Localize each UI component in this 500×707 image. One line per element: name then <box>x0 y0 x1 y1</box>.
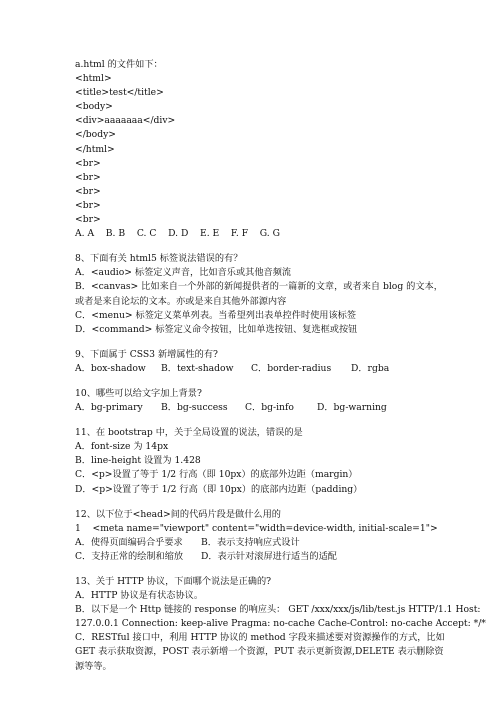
q13-question: 13、关于 HTTP 协议，下面哪个说法是正确的? <box>75 576 272 587</box>
q9-question: 9、下面属于 CSS3 新增属性的有? <box>75 348 218 360</box>
q10-option-d: D．bg-warning <box>317 402 387 414</box>
q12-option-a: A．使得页面编码合乎要求 <box>75 536 183 548</box>
q12-options-row1 <box>75 536 475 550</box>
q11-option-c: C．<p>设置了等于 1/2 行高（即 10px）的底部外边距（margin） <box>75 469 358 481</box>
q13-option-a: A．HTTP 协议是有状态协议。 <box>75 590 204 602</box>
q12-option-d: D．表示针对滚屏进行适当的适配 <box>201 550 337 562</box>
q10-option-c: C．bg-info <box>245 402 294 414</box>
q9-option-c: C．border-radius <box>251 362 332 374</box>
q11-option-d: D．<p>设置了等于 1/2 行高（即 10px）的底部内边距（padding） <box>75 483 363 495</box>
q10-option-a: A．bg-primary <box>75 402 143 414</box>
document-page <box>75 58 486 674</box>
q10-options <box>75 401 475 415</box>
q7-code-line: <body> <box>75 101 113 113</box>
q7-code-line: <br> <box>75 157 101 169</box>
q13-option-b-line2: 127.0.0.1 Connection: keep-alive Pragma: no-cache Cache-Control: no-cache Accept: */* <box>75 618 486 630</box>
q13-option-c-line3: 源等等。 <box>75 660 112 672</box>
q8-option-b-line1: B．<canvas> 比如来自一个外部的新闻提供者的一篇新的文章，或者来自 blog 的文本， <box>75 281 443 293</box>
q9-option-d: D．rgba <box>351 362 390 374</box>
q7-code-line: <title>test</title> <box>75 87 164 99</box>
q8-option-b-line2: 或者是来自论坛的文本。亦或是来自其他外部源内容 <box>75 295 287 307</box>
q10-question: 10、哪些可以给文字加上背景? <box>75 387 202 399</box>
q8-question: 8、下面有关 html5 标签说法错误的有？ <box>75 253 243 265</box>
q9-option-b: B．text-shadow <box>161 362 234 374</box>
q13-option-c-line1: C．RESTful 接口中，利用 HTTP 协议的 method 字段来描述要对资源操作的方式，比如 <box>75 632 445 644</box>
q8-option-d: D．<command> 标签定义命令按钮，比如单选按钮、复选框或按钮 <box>75 323 358 335</box>
q13-option-b-line1: B．以下是一个 Http 链接的 response 的响应头： GET /xxx/xxx/js/lib/test.js HTTP/1.1 Host: <box>75 604 481 616</box>
q12-code: 1 <meta name="viewport" content="width=device-width, initial-scale=1"> <box>75 522 438 534</box>
q13-option-c-line2: GET 表示获取资源，POST 表示新增一个资源，PUT 表示更新资源,DELETE 表示删除资 <box>75 646 444 658</box>
q7-code-line: </html> <box>75 143 115 155</box>
q7-code-block <box>75 72 475 227</box>
q8-option-c: C．<menu> 标签定义菜单列表。当希望列出表单控件时使用该标签 <box>75 309 357 321</box>
q12-option-c: C．支持正常的绘制和缩放 <box>75 550 184 562</box>
q12-option-b: B．表示支持响应式设计 <box>201 536 300 548</box>
q7-code-line: <br> <box>75 214 101 226</box>
q7-code-line: <div>aaaaaaa</div> <box>75 115 176 127</box>
q7-intro: a.html 的文件如下： <box>75 59 163 70</box>
q7-options: A. A B. B C. C D. D E. E F. F G. G <box>75 228 280 240</box>
q7-code-line: <br> <box>75 185 101 197</box>
q11-option-b: B．line-height 设置为 1.428 <box>75 455 201 467</box>
q12-options-row2 <box>75 550 475 564</box>
q11-option-a: A．font-size 为 14px <box>75 441 169 453</box>
q8-option-a: A．<audio> 标签定义声音，比如音乐或其他音频流 <box>75 267 292 279</box>
q9-options <box>75 362 475 376</box>
q11-question: 11、在 bootstrap 中，关于全局设置的说法，错误的是 <box>75 427 303 439</box>
q7-code-line: </body> <box>75 129 116 141</box>
q9-option-a: A．box-shadow <box>75 362 146 374</box>
q12-question: 12、以下位于<head>间的代码片段是做什么用的 <box>75 508 281 520</box>
q7-code-line: <br> <box>75 171 101 183</box>
q7-code-line: <br> <box>75 199 101 211</box>
q10-option-b: B．bg-success <box>161 402 228 414</box>
q7-code-line: <html> <box>75 73 112 85</box>
